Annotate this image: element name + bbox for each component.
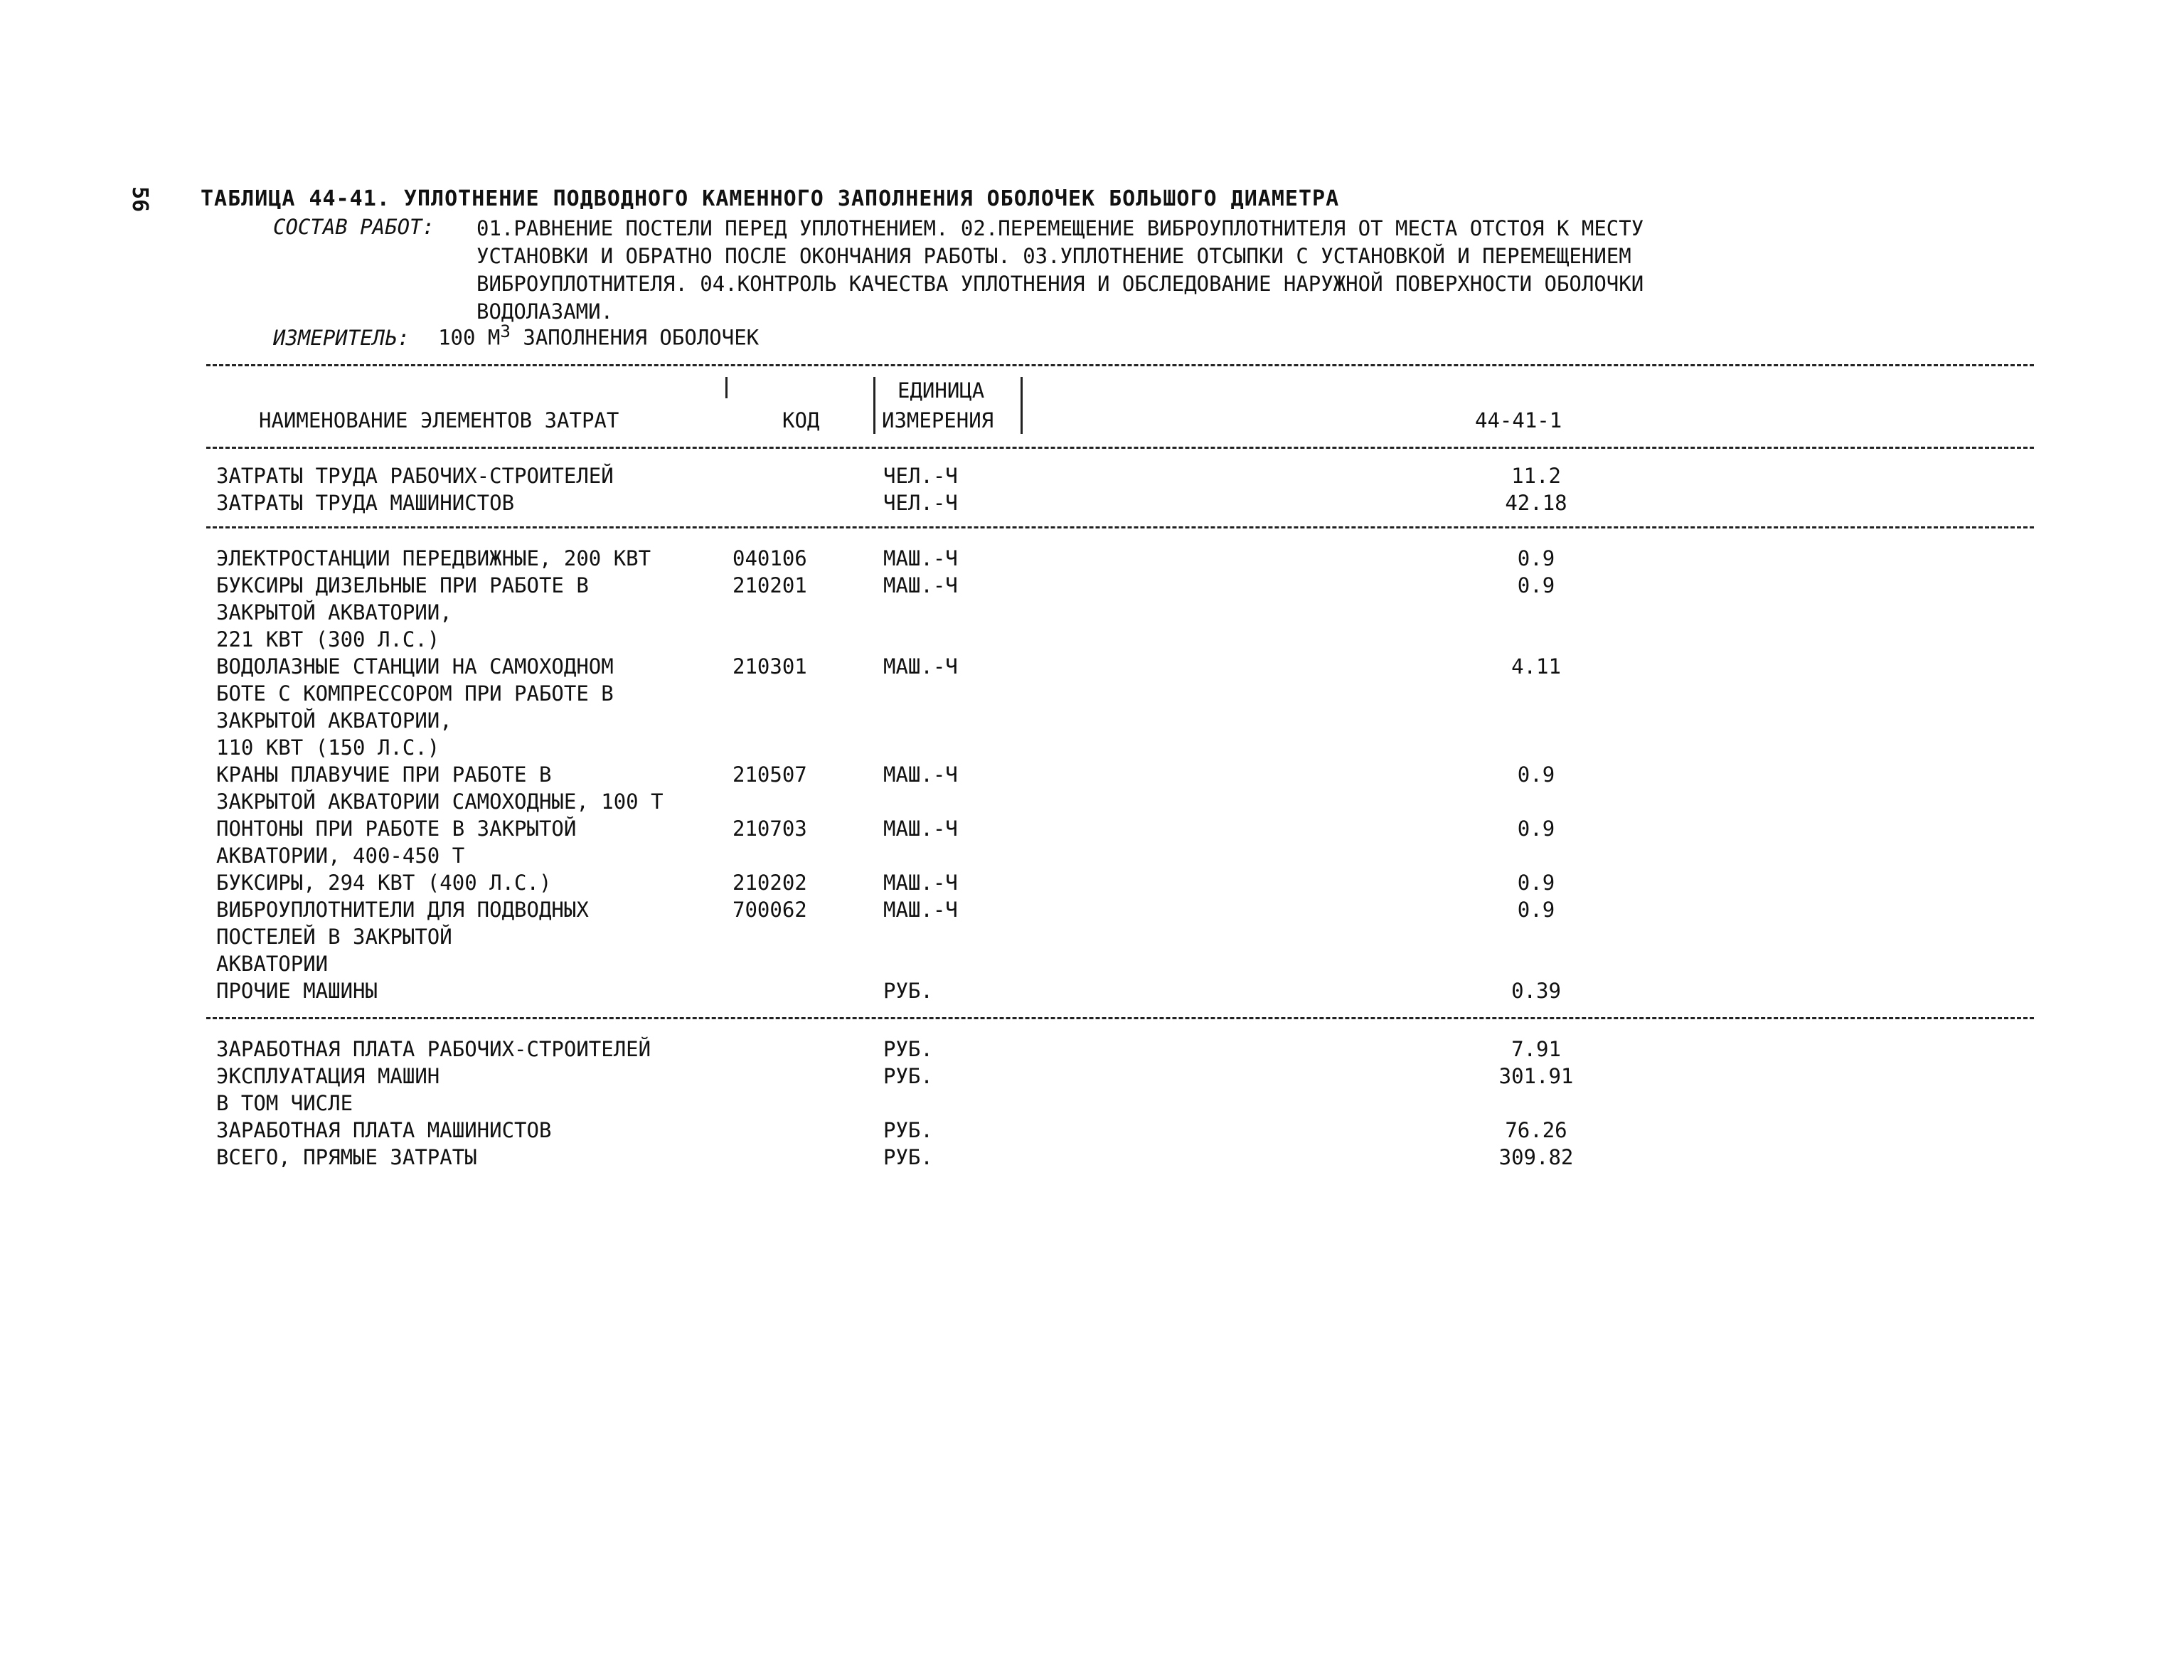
machine-row-value: 0.9: [1517, 573, 1555, 597]
machine-row-name-line: ЭЛЕКТРОСТАНЦИИ ПЕРЕДВИЖНЫЕ, 200 КВТ: [216, 546, 651, 570]
machine-row-name-line: БУКСИРЫ, 294 КВТ (400 Л.С.): [216, 871, 552, 895]
machine-row-name-line: БУКСИРЫ ДИЗЕЛЬНЫЕ ПРИ РАБОТЕ В: [216, 573, 589, 597]
machine-row-unit: МАШ.-Ч: [883, 817, 958, 841]
machine-row-code: 210301: [733, 654, 807, 679]
machine-row-value: 4.11: [1511, 654, 1561, 679]
cost-row-name: ЗАРАБОТНАЯ ПЛАТА МАШИНИСТОВ: [216, 1118, 552, 1142]
machine-row-name-line: 110 КВТ (150 Л.С.): [216, 735, 440, 760]
cost-row-name: В ТОМ ЧИСЛЕ: [216, 1091, 353, 1115]
header-divider: [1021, 377, 1023, 434]
table-top-rule: [206, 364, 2034, 366]
header-value: 44-41-1: [1475, 408, 1562, 432]
cost-row-unit: РУБ.: [883, 1037, 933, 1061]
machine-row-value: 0.9: [1517, 546, 1555, 570]
machine-bottom-rule: [206, 1017, 2034, 1019]
labor-row-unit: ЧЕЛ.-Ч: [883, 464, 958, 488]
machine-row-name-line: ЗАКРЫТОЙ АКВАТОРИИ,: [216, 600, 452, 624]
cost-row-unit: РУБ.: [883, 1064, 933, 1088]
measure-value-suffix: ЗАПОЛНЕНИЯ ОБОЛОЧЕК: [510, 325, 760, 350]
machine-row-unit: МАШ.-Ч: [883, 546, 958, 570]
cost-row-value: 301.91: [1498, 1064, 1574, 1088]
page-number: 56: [127, 186, 152, 213]
machine-row-unit: МАШ.-Ч: [883, 654, 958, 679]
cost-row-value: 7.91: [1511, 1037, 1561, 1061]
machine-row-name-line: КРАНЫ ПЛАВУЧИЕ ПРИ РАБОТЕ В: [216, 762, 552, 787]
cost-row-name: ЭКСПЛУАТАЦИЯ МАШИН: [216, 1064, 440, 1088]
machine-row-unit: МАШ.-Ч: [883, 573, 958, 597]
machine-row-name-line: ПОСТЕЛЕЙ В ЗАКРЫТОЙ: [216, 925, 452, 949]
header-name: НАИМЕНОВАНИЕ ЭЛЕМЕНТОВ ЗАТРАТ: [259, 408, 619, 432]
header-divider: [725, 377, 728, 398]
machine-row-unit: МАШ.-Ч: [883, 898, 958, 922]
cost-row-unit: РУБ.: [883, 1145, 933, 1169]
machine-row-name-line: АКВАТОРИИ, 400-450 Т: [216, 844, 465, 868]
machine-row-name-line: ЗАКРЫТОЙ АКВАТОРИИ САМОХОДНЫЕ, 100 Т: [216, 790, 664, 814]
labor-row-name: ЗАТРАТЫ ТРУДА РАБОЧИХ-СТРОИТЕЛЕЙ: [216, 464, 614, 488]
labor-row-name: ЗАТРАТЫ ТРУДА МАШИНИСТОВ: [216, 491, 515, 515]
labor-row-unit: ЧЕЛ.-Ч: [883, 491, 958, 515]
machine-row-value: 0.39: [1511, 979, 1561, 1003]
composition-line: ВОДОЛАЗАМИ.: [476, 299, 614, 324]
header-unit-line1: ЕДИНИЦА: [897, 378, 985, 403]
labor-row-value: 11.2: [1511, 464, 1561, 488]
machine-row-value: 0.9: [1517, 762, 1555, 787]
header-code: КОД: [782, 408, 820, 432]
machine-row-name-line: АКВАТОРИИ: [216, 952, 329, 976]
machine-row-code: 210507: [733, 762, 807, 787]
machine-row-name-line: ЗАКРЫТОЙ АКВАТОРИИ,: [216, 708, 452, 733]
composition-label: СОСТАВ РАБОТ:: [273, 215, 435, 239]
composition-line: УСТАНОВКИ И ОБРАТНО ПОСЛЕ ОКОНЧАНИЯ РАБОТЫ. 03.УПЛОТНЕНИЕ ОТСЫПКИ С УСТАНОВКОЙ И ПЕРЕМЕЩЕНИЕМ: [476, 244, 1631, 268]
table-title: ТАБЛИЦА 44-41. УПЛОТНЕНИЕ ПОДВОДНОГО КАМЕННОГО ЗАПОЛНЕНИЯ ОБОЛОЧЕК БОЛЬШОГО ДИАМЕТРА: [201, 186, 1340, 211]
composition-line: 01.РАВНЕНИЕ ПОСТЕЛИ ПЕРЕД УПЛОТНЕНИЕМ. 02.ПЕРЕМЕЩЕНИЕ ВИБРОУПЛОТНИТЕЛЯ ОТ МЕСТА ОТСТОЯ К МЕСТУ: [476, 216, 1644, 240]
machine-row-code: 210703: [733, 817, 807, 841]
machine-row-value: 0.9: [1517, 871, 1555, 895]
header-divider: [873, 377, 875, 434]
header-unit-line2: ИЗМЕРЕНИЯ: [882, 408, 994, 432]
labor-row-value: 42.18: [1505, 491, 1567, 515]
machine-row-code: 040106: [733, 546, 807, 570]
machine-row-value: 0.9: [1517, 817, 1555, 841]
measure-label: ИЗМЕРИТЕЛЬ:: [273, 325, 410, 350]
composition-line: ВИБРОУПЛОТНИТЕЛЯ. 04.КОНТРОЛЬ КАЧЕСТВА УПЛОТНЕНИЯ И ОБСЛЕДОВАНИЕ НАРУЖНОЙ ПОВЕРХНОСТИ ОБОЛОЧКИ: [476, 272, 1644, 296]
machine-row-name-line: 221 КВТ (300 Л.С.): [216, 627, 440, 652]
cost-row-name: ЗАРАБОТНАЯ ПЛАТА РАБОЧИХ-СТРОИТЕЛЕЙ: [216, 1037, 651, 1061]
machine-row-name-line: ПОНТОНЫ ПРИ РАБОТЕ В ЗАКРЫТОЙ: [216, 817, 577, 841]
machine-row-unit: МАШ.-Ч: [883, 871, 958, 895]
header-bottom-rule: [206, 447, 2034, 449]
cost-row-name: ВСЕГО, ПРЯМЫЕ ЗАТРАТЫ: [216, 1145, 477, 1169]
labor-bottom-rule: [206, 526, 2034, 528]
machine-row-code: 210201: [733, 573, 807, 597]
machine-row-name-line: ВОДОЛАЗНЫЕ СТАНЦИИ НА САМОХОДНОМ: [216, 654, 614, 679]
measure-value-prefix: 100 М: [438, 325, 501, 350]
cost-row-value: 76.26: [1505, 1118, 1567, 1142]
cost-row-unit: РУБ.: [883, 1118, 933, 1142]
machine-row-code: 700062: [733, 898, 807, 922]
machine-row-value: 0.9: [1517, 898, 1555, 922]
measure-line: [273, 321, 759, 350]
machine-row-name-line: ВИБРОУПЛОТНИТЕЛИ ДЛЯ ПОДВОДНЫХ: [216, 898, 589, 922]
machine-row-name-line: БОТЕ С КОМПРЕССОРОМ ПРИ РАБОТЕ В: [216, 681, 614, 706]
measure-value-sup: 3: [500, 321, 511, 341]
cost-row-value: 309.82: [1498, 1145, 1574, 1169]
composition-text: [476, 215, 1856, 326]
machine-row-code: 210202: [733, 871, 807, 895]
machine-row-name-line: ПРОЧИЕ МАШИНЫ: [216, 979, 378, 1003]
machine-row-unit: РУБ.: [883, 979, 933, 1003]
machine-row-unit: МАШ.-Ч: [883, 762, 958, 787]
